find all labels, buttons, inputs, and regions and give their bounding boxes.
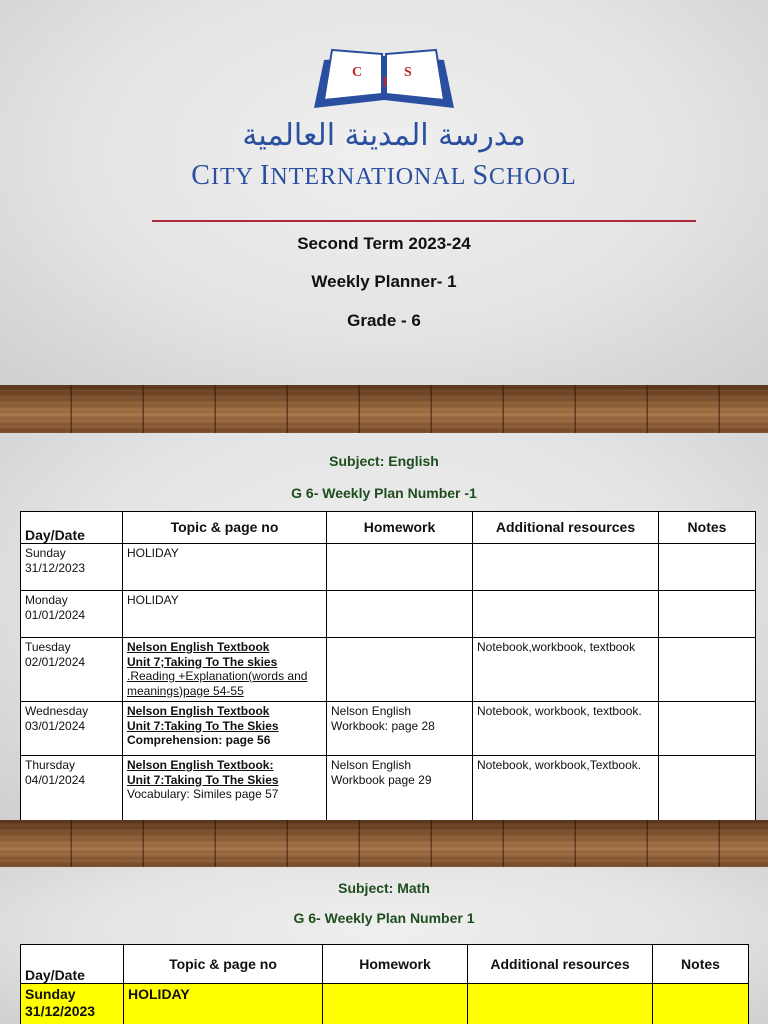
- table-header-row: [21, 945, 749, 984]
- resources-cell: Notebook, workbook,Textbook.: [473, 756, 659, 821]
- day-date-cell: Wednesday 03/01/2024: [21, 702, 123, 756]
- notes-cell: [659, 544, 756, 591]
- math-slide: [0, 867, 768, 1024]
- homework-cell: [323, 984, 468, 1024]
- table-row: [21, 984, 749, 1024]
- col-notes: Notes: [653, 945, 749, 984]
- math-plan-table: [20, 944, 749, 1024]
- topic-cell: Nelson English Textbook: Unit 7:Taking To The Skies Vocabulary: Similes page 57: [123, 756, 327, 821]
- homework-cell: [327, 544, 473, 591]
- table-row: [21, 544, 756, 591]
- school-name-arabic: مدرسة المدينة العالمية: [242, 118, 526, 153]
- english-slide: [0, 433, 768, 820]
- resources-cell: [473, 544, 659, 591]
- day-date-cell: Monday 01/01/2024: [21, 591, 123, 638]
- english-plan-title: G 6- Weekly Plan Number -1: [291, 485, 477, 501]
- homework-cell: [327, 638, 473, 702]
- svg-text:C: C: [352, 65, 363, 80]
- grade-title: Grade - 6: [347, 311, 421, 330]
- svg-text:I: I: [382, 75, 388, 90]
- col-notes: Notes: [659, 512, 756, 544]
- school-logo: [0, 40, 768, 117]
- col-topic: Topic & page no: [124, 945, 323, 984]
- col-homework: Homework: [327, 512, 473, 544]
- topic-cell: HOLIDAY: [123, 544, 327, 591]
- notes-cell: [659, 638, 756, 702]
- english-plan-table: [20, 511, 756, 820]
- wood-floor-band: [0, 385, 768, 433]
- school-name-english: CITY INTERNATIONAL SCHOOL: [191, 160, 577, 191]
- resources-cell: [473, 591, 659, 638]
- resources-cell: Notebook,workbook, textbook: [473, 638, 659, 702]
- col-resources: Additional resources: [473, 512, 659, 544]
- topic-cell: Nelson English Textbook Unit 7:Taking To The Skies Comprehension: page 56: [123, 702, 327, 756]
- day-date-cell: Sunday 31/12/2023: [21, 544, 123, 591]
- table-row: [21, 591, 756, 638]
- resources-cell: [468, 984, 653, 1024]
- topic-cell: HOLIDAY: [124, 984, 323, 1024]
- homework-cell: [327, 591, 473, 638]
- col-day-date: Day/Date: [21, 512, 123, 544]
- wood-floor-band: [0, 820, 768, 867]
- english-subject: Subject: English: [329, 453, 439, 469]
- col-resources: Additional resources: [468, 945, 653, 984]
- planner-title: Weekly Planner- 1: [311, 272, 457, 291]
- day-date-cell: Sunday 31/12/2023: [21, 984, 124, 1024]
- notes-cell: [659, 756, 756, 821]
- resources-cell: Notebook, workbook, textbook.: [473, 702, 659, 756]
- day-date-cell: Thursday 04/01/2024: [21, 756, 123, 821]
- notes-cell: [659, 591, 756, 638]
- notes-cell: [653, 984, 749, 1024]
- svg-text:S: S: [404, 65, 412, 80]
- term-title: Second Term 2023-24: [297, 234, 471, 253]
- notes-cell: [659, 702, 756, 756]
- col-topic: Topic & page no: [123, 512, 327, 544]
- topic-cell: HOLIDAY: [123, 591, 327, 638]
- book-logo-icon: [304, 40, 464, 112]
- topic-cell: Nelson English Textbook Unit 7;Taking To The skies .Reading +Explanation(words and meanings)page 54-55: [123, 638, 327, 702]
- math-plan-title: G 6- Weekly Plan Number 1: [293, 910, 475, 926]
- cover-slide: [0, 0, 768, 385]
- table-row: [21, 638, 756, 702]
- table-row: [21, 702, 756, 756]
- homework-cell: Nelson English Workbook: page 28: [327, 702, 473, 756]
- homework-cell: Nelson English Workbook page 29: [327, 756, 473, 821]
- col-homework: Homework: [323, 945, 468, 984]
- col-day-date: Day/Date: [21, 945, 124, 984]
- day-date-cell: Tuesday 02/01/2024: [21, 638, 123, 702]
- math-subject: Subject: Math: [338, 880, 430, 896]
- divider-line: [152, 220, 696, 222]
- table-header-row: [21, 512, 756, 544]
- table-row: [21, 756, 756, 821]
